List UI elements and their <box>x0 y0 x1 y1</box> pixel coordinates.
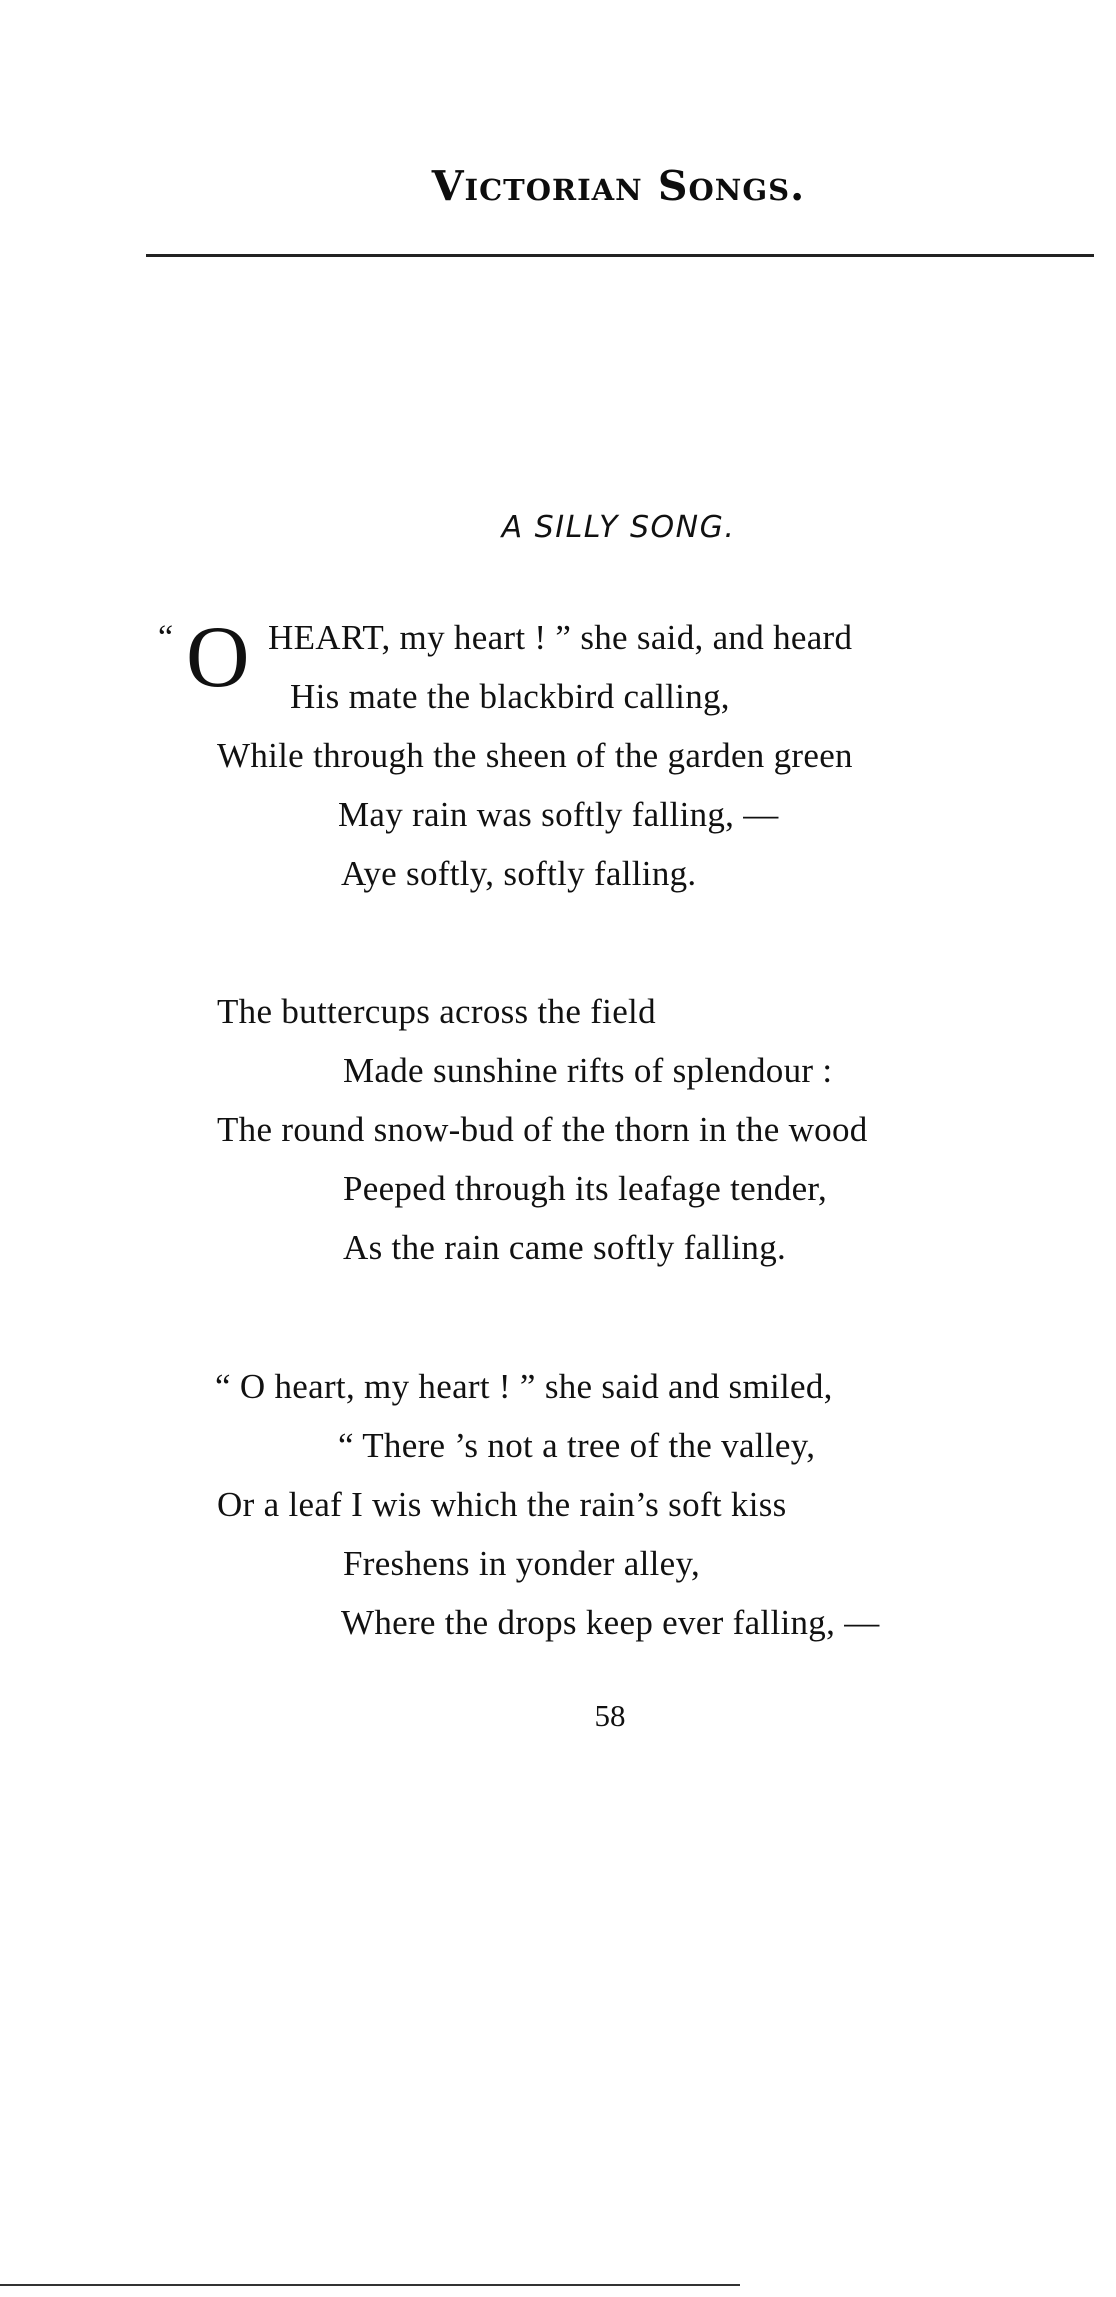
poem-line: Made sunshine rifts of splendour : <box>343 1051 833 1090</box>
bottom-edge-rule <box>0 2284 740 2286</box>
poem-line: May rain was softly falling, — <box>338 795 779 834</box>
drop-cap: O <box>186 609 250 706</box>
poem-line: His mate the blackbird calling, <box>290 677 730 716</box>
header-rule <box>146 254 1094 257</box>
page-number: 58 <box>594 1698 626 1733</box>
poem-line: HEART, my heart ! ” she said, and heard <box>268 618 853 657</box>
poem-line: “ There ’s not a tree of the valley, <box>338 1426 816 1465</box>
poem-line: Freshens in yonder alley, <box>343 1544 701 1583</box>
poem-line: Aye softly, softly falling. <box>341 854 697 893</box>
poem-line: Where the drops keep ever falling, — <box>341 1603 880 1642</box>
poem-line: As the rain came softly falling. <box>343 1228 787 1267</box>
poem-line: “ O heart, my heart ! ” she said and smiled, <box>215 1367 833 1406</box>
poem-line: While through the sheen of the garden green <box>217 736 853 775</box>
running-head: Victorian Songs. <box>431 162 806 210</box>
poem-line: Peeped through its leafage tender, <box>343 1169 828 1208</box>
poem-line: Or a leaf I wis which the rain’s soft kiss <box>217 1485 787 1524</box>
opening-quote-mark: “ <box>158 619 174 656</box>
poem-line: The buttercups across the field <box>217 992 656 1031</box>
poem-line: The round snow-bud of the thorn in the wood <box>217 1110 868 1149</box>
poem-title: A SILLY SONG. <box>501 510 736 545</box>
